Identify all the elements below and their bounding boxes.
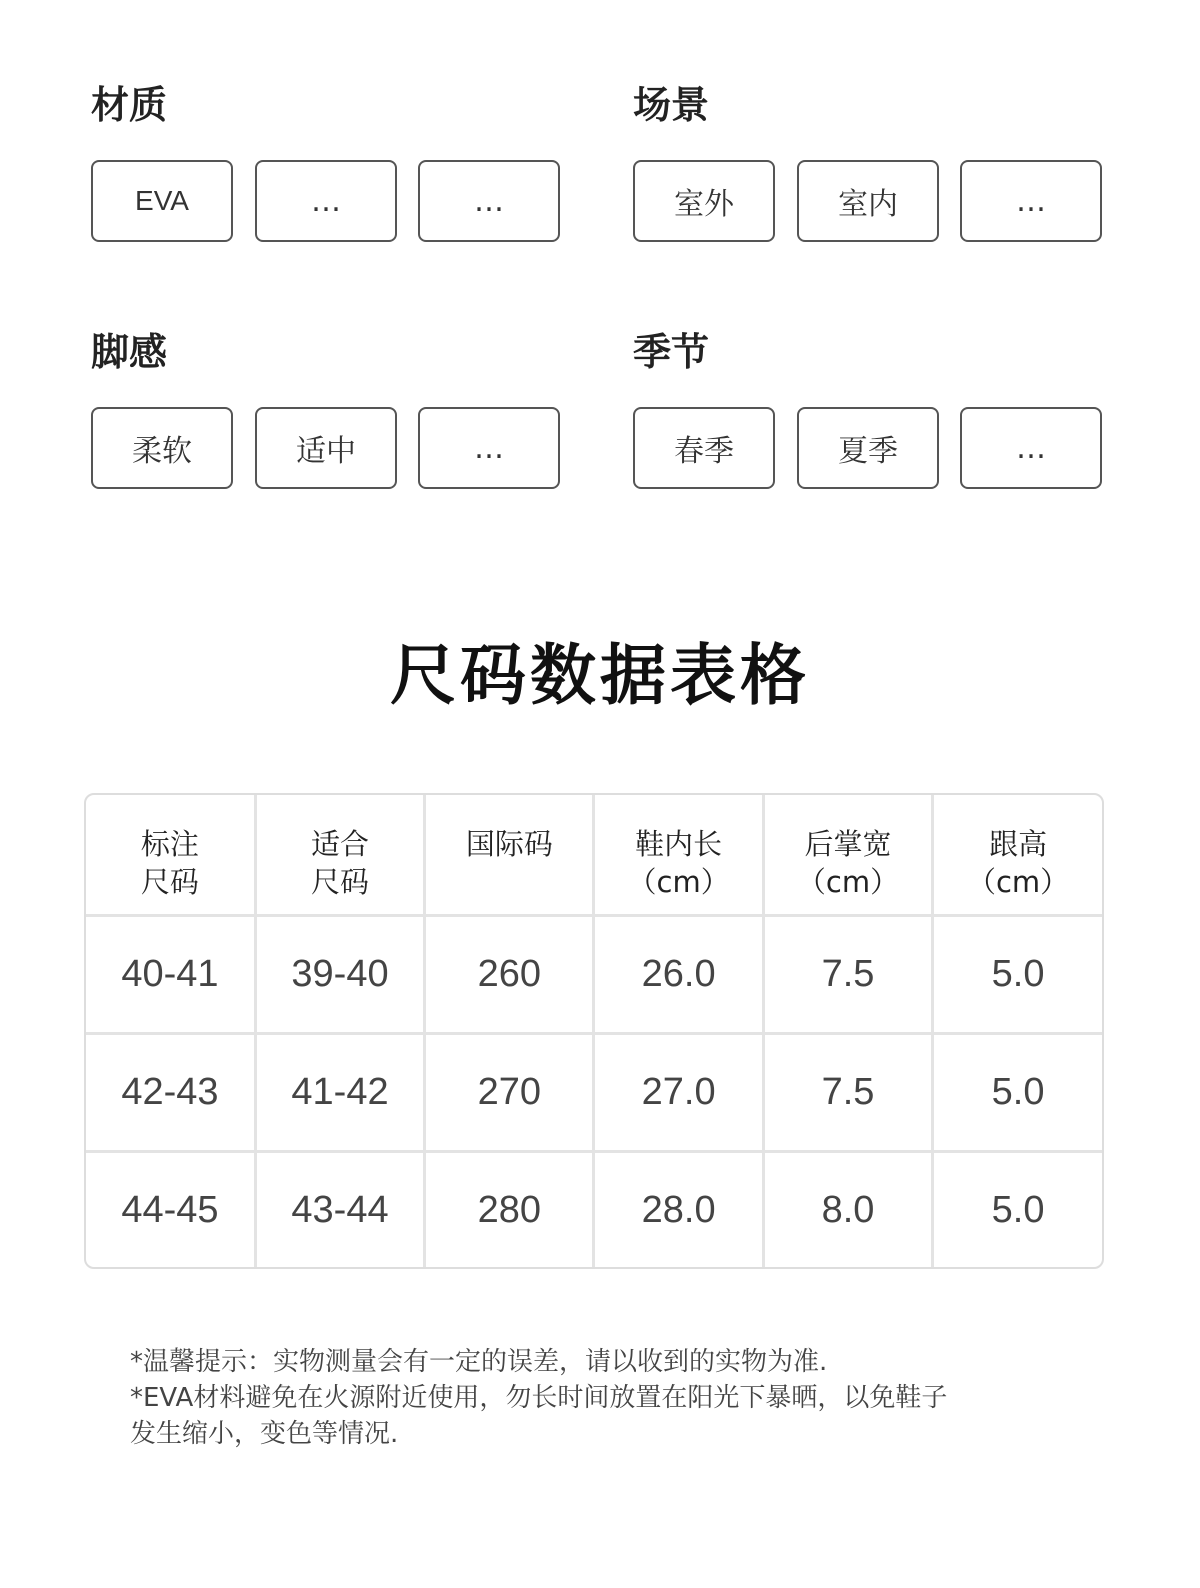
table-cell: 44-45	[86, 1151, 255, 1269]
table-cell: 5.0	[991, 1189, 1045, 1232]
feel-tag-soft[interactable]: 柔软	[91, 407, 233, 489]
table-cell: 5.0	[933, 915, 1102, 1033]
header-line: 国际码	[465, 827, 553, 861]
table-cell: 41-42	[255, 1033, 424, 1151]
note-line-3: 发生缩小，变色等情况.	[130, 1419, 399, 1449]
header-line: 后掌宽	[804, 827, 892, 861]
table-cell: 5.0	[933, 1033, 1102, 1151]
scene-title: 场景	[633, 83, 710, 127]
material-tags	[91, 160, 571, 246]
feel-tag-medium[interactable]: 适中	[255, 407, 397, 489]
header-line: （cm）	[796, 865, 900, 899]
feel-title: 脚感	[91, 330, 168, 374]
table-cell: 43-44	[255, 1151, 424, 1269]
header-line: 尺码	[310, 865, 369, 899]
table-cell: 270	[425, 1033, 594, 1151]
season-title: 季节	[633, 330, 710, 374]
feel-tags	[91, 407, 571, 493]
table-row	[86, 1033, 1102, 1151]
header-inner-length	[594, 795, 763, 915]
table-row	[86, 1151, 1102, 1269]
scene-tag-outdoor[interactable]: 室外	[633, 160, 775, 242]
table-cell: 42-43	[86, 1033, 255, 1151]
table-cell: 7.5	[763, 1033, 932, 1151]
header-labeled-size	[86, 795, 255, 915]
scene-tags	[633, 160, 1113, 246]
scene-tag-indoor[interactable]: 室内	[797, 160, 939, 242]
season-tag-more[interactable]: …	[960, 407, 1102, 489]
size-table-title: 尺码数据表格	[390, 637, 810, 714]
feel-tag-more[interactable]: …	[418, 407, 560, 489]
scene-tag-more[interactable]: …	[960, 160, 1102, 242]
table-cell: 26.0	[594, 915, 763, 1033]
table-header-row	[86, 795, 1102, 915]
table-cell: 7.5	[763, 915, 932, 1033]
table-cell: 39-40	[255, 915, 424, 1033]
table-cell: 260	[425, 915, 594, 1033]
material-title: 材质	[91, 83, 168, 127]
table-cell: 40-41	[86, 915, 255, 1033]
material-tag-eva[interactable]: EVA	[91, 160, 233, 242]
note-line-2: *EVA材料避免在火源附近使用，勿长时间放置在阳光下暴晒，以免鞋子	[130, 1383, 948, 1413]
table-cell: 27.0	[594, 1033, 763, 1151]
header-intl-size	[425, 795, 594, 915]
header-heel-width	[763, 795, 932, 915]
header-line: 尺码	[140, 865, 199, 899]
header-line: （cm）	[966, 865, 1070, 899]
header-line: 标注	[140, 827, 199, 861]
header-line: 适合	[310, 827, 369, 861]
size-table	[84, 793, 1104, 1269]
header-line: 鞋内长	[635, 827, 723, 861]
table-cell: 8.0	[763, 1151, 932, 1269]
header-line: 跟高	[989, 827, 1048, 861]
table-cell: 28.0	[594, 1151, 763, 1269]
header-heel-height	[933, 795, 1102, 915]
notes	[130, 1344, 1090, 1452]
note-line-1: *温馨提示：实物测量会有一定的误差，请以收到的实物为准.	[130, 1347, 828, 1377]
material-tag-more-1[interactable]: …	[255, 160, 397, 242]
table-row	[86, 915, 1102, 1033]
material-tag-more-2[interactable]: …	[418, 160, 560, 242]
table-cell: 280	[425, 1151, 594, 1269]
header-line: （cm）	[627, 865, 730, 899]
season-tag-spring[interactable]: 春季	[633, 407, 775, 489]
season-tags	[633, 407, 1113, 493]
season-tag-summer[interactable]: 夏季	[797, 407, 939, 489]
header-fit-size	[255, 795, 424, 915]
